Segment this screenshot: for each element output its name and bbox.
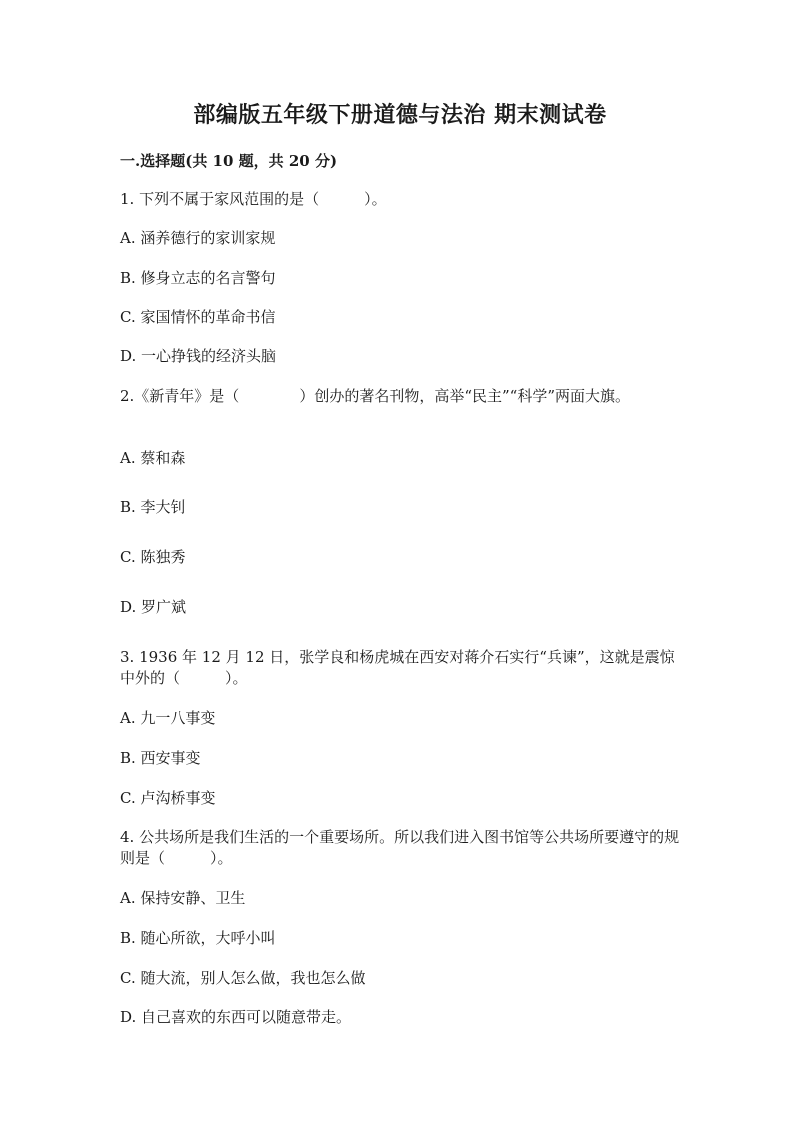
question-option: B. 随心所欲，大呼小叫 <box>120 929 276 947</box>
question-option: D. 一心挣钱的经济头脑 <box>120 347 277 365</box>
question-option: D. 罗广斌 <box>120 598 187 616</box>
question-stem: 4. 公共场所是我们生活的一个重要场所。所以我们进入图书馆等公共场所要遵守的规则是（ ）。 <box>120 828 680 867</box>
question-option: D. 自己喜欢的东西可以随意带走。 <box>120 1008 352 1026</box>
question-option: A. 保持安静、卫生 <box>120 889 246 907</box>
question-option: C. 卢沟桥事变 <box>120 789 216 807</box>
question-option: A. 蔡和森 <box>120 449 186 467</box>
question-option: B. 西安事变 <box>120 749 201 767</box>
question-stem: 1. 下列不属于家风范围的是（ ）。 <box>120 190 387 208</box>
question-option: A. 涵养德行的家训家规 <box>120 229 276 247</box>
question-option: C. 家国情怀的革命书信 <box>120 308 276 326</box>
question-stem: 3. 1936 年 12 月 12 日，张学良和杨虎城在西安对蒋介石实行“兵谏”，这就是震惊中外的（ ）。 <box>120 648 675 687</box>
question-option: B. 修身立志的名言警句 <box>120 269 276 287</box>
question-stem: 2.《新青年》是（ ）创办的著名刊物，高举“民主”“科学”两面大旗。 <box>120 387 630 405</box>
question-option: A. 九一八事变 <box>120 709 216 727</box>
question-option: B. 李大钊 <box>120 498 186 516</box>
section-heading: 一.选择题(共 10 题，共 20 分) <box>120 152 338 170</box>
question-option: C. 随大流，别人怎么做，我也怎么做 <box>120 969 366 987</box>
question-option: C. 陈独秀 <box>120 548 186 566</box>
page-title: 部编版五年级下册道德与法治 期末测试卷 <box>193 102 607 128</box>
